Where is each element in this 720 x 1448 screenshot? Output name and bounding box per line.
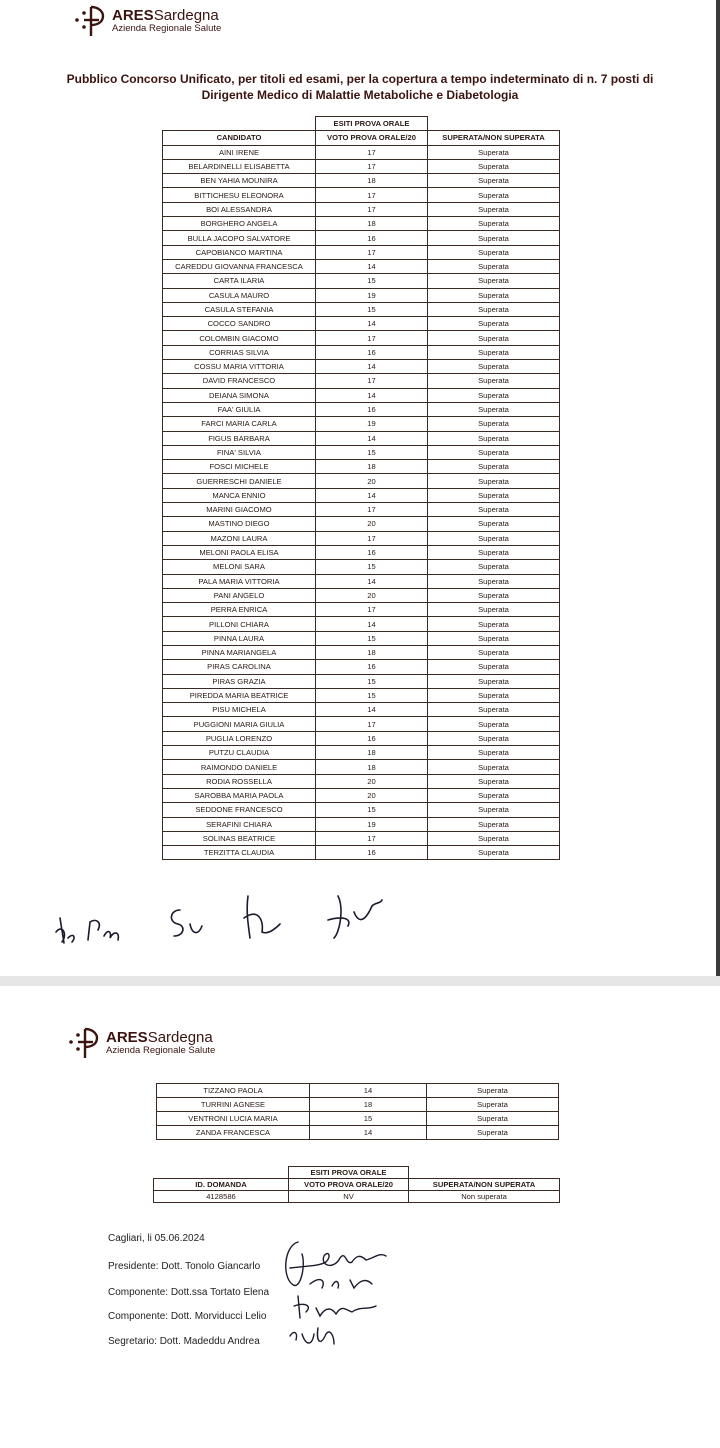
table-row xyxy=(163,302,560,316)
cell-result: Superata xyxy=(428,231,560,245)
table-row xyxy=(163,674,560,688)
cell-result: Superata xyxy=(428,302,560,316)
table-row xyxy=(163,288,560,302)
cell-score: 14 xyxy=(316,431,428,445)
cell-candidate: SERAFINI CHIARA xyxy=(163,817,316,831)
cell-result: Superata xyxy=(428,417,560,431)
cell-score: 17 xyxy=(316,188,428,202)
cell-result: Superata xyxy=(428,731,560,745)
cell-score: 16 xyxy=(316,660,428,674)
cell-score: 17 xyxy=(316,717,428,731)
ares-logo xyxy=(72,4,221,38)
cell-score: 19 xyxy=(316,817,428,831)
table-row xyxy=(157,1084,559,1098)
table-row xyxy=(163,603,560,617)
table-row xyxy=(163,660,560,674)
table-row xyxy=(163,588,560,602)
cell-score: 20 xyxy=(316,774,428,788)
cell-candidate: COCCO SANDRO xyxy=(163,317,316,331)
cell-score: 17 xyxy=(316,159,428,173)
title-line-2: Dirigente Medico di Malattie Metaboliche e Diabetologia xyxy=(201,88,519,102)
cell-result: Superata xyxy=(428,445,560,459)
results-table-continued xyxy=(156,1083,559,1140)
table-row xyxy=(157,1098,559,1112)
cell-result: Superata xyxy=(428,188,560,202)
cell-result: Superata xyxy=(428,503,560,517)
cell-result: Superata xyxy=(428,545,560,559)
cell-score: 15 xyxy=(316,445,428,459)
cell-candidate: BITTICHESU ELEONORA xyxy=(163,188,316,202)
cell-result: Superata xyxy=(428,588,560,602)
cell-result: Superata xyxy=(428,617,560,631)
cell-score: 14 xyxy=(316,360,428,374)
cell-score: 14 xyxy=(316,259,428,273)
cell-score: 16 xyxy=(316,231,428,245)
cell-candidate: PISU MICHELA xyxy=(163,703,316,717)
cell-id: 4128586 xyxy=(154,1191,289,1203)
commission-member-president: Presidente: Dott. Tonolo Giancarlo xyxy=(108,1261,261,1272)
cell-candidate: PALA MARIA VITTORIA xyxy=(163,574,316,588)
cell-result: Superata xyxy=(428,774,560,788)
cell-candidate: COSSU MARIA VITTORIA xyxy=(163,360,316,374)
cell-score: 17 xyxy=(316,202,428,216)
table-row xyxy=(163,531,560,545)
table-row xyxy=(163,574,560,588)
handwritten-signatures xyxy=(52,888,397,958)
cell-candidate: PINNA MARIANGELA xyxy=(163,645,316,659)
cell-score: 18 xyxy=(316,645,428,659)
cell-result: Superata xyxy=(428,631,560,645)
page-separator xyxy=(0,976,720,986)
cell-candidate: FIGUS BARBARA xyxy=(163,431,316,445)
cell-result: Superata xyxy=(428,217,560,231)
table-row xyxy=(163,746,560,760)
cell-result: Superata xyxy=(428,360,560,374)
header-blank xyxy=(163,117,316,131)
cell-result: Superata xyxy=(428,474,560,488)
table-row xyxy=(163,445,560,459)
table-row xyxy=(163,431,560,445)
cell-result: Superata xyxy=(428,803,560,817)
cell-candidate: PIREDDA MARIA BEATRICE xyxy=(163,688,316,702)
cell-score: 20 xyxy=(316,788,428,802)
cell-score: NV xyxy=(289,1191,409,1203)
cell-result: Superata xyxy=(428,488,560,502)
cell-score: 15 xyxy=(316,302,428,316)
cell-score: 14 xyxy=(316,574,428,588)
table-row xyxy=(163,760,560,774)
cell-score: 14 xyxy=(316,617,428,631)
table-row xyxy=(163,188,560,202)
cell-candidate: SOLINAS BEATRICE xyxy=(163,831,316,845)
cell-result: Superata xyxy=(428,517,560,531)
header-id: ID. DOMANDA xyxy=(154,1179,289,1191)
id-results-table xyxy=(153,1166,560,1203)
cell-candidate: MELONI PAOLA ELISA xyxy=(163,545,316,559)
cell-result: Superata xyxy=(428,560,560,574)
cell-candidate: PILLONI CHIARA xyxy=(163,617,316,631)
cell-score: 14 xyxy=(316,488,428,502)
cell-result: Superata xyxy=(428,717,560,731)
cell-candidate: TERZITTA CLAUDIA xyxy=(163,846,316,860)
cell-result: Superata xyxy=(428,274,560,288)
table-row xyxy=(163,345,560,359)
cell-candidate: CARTA ILARIA xyxy=(163,274,316,288)
table-row xyxy=(163,202,560,216)
table-row xyxy=(163,145,560,159)
table-row xyxy=(163,788,560,802)
cell-candidate: FOSCI MICHELE xyxy=(163,460,316,474)
cell-score: 15 xyxy=(316,631,428,645)
table-row xyxy=(163,231,560,245)
cell-result: Superata xyxy=(428,831,560,845)
cell-score: 20 xyxy=(316,517,428,531)
cell-candidate: DEIANA SIMONA xyxy=(163,388,316,402)
cell-result: Superata xyxy=(428,817,560,831)
cell-result: Superata xyxy=(428,331,560,345)
cell-score: 20 xyxy=(316,474,428,488)
cell-result: Superata xyxy=(428,288,560,302)
header-result: SUPERATA/NON SUPERATA xyxy=(428,131,560,145)
table-row xyxy=(154,1191,560,1203)
logo-name: ARESSardegna xyxy=(112,7,219,25)
title-line-1: Pubblico Concorso Unificato, per titoli ed esami, per la copertura a tempo indeterminato di n. 7 posti di xyxy=(66,72,654,86)
table-row xyxy=(163,545,560,559)
cell-result: Superata xyxy=(428,674,560,688)
table-row xyxy=(163,803,560,817)
cell-candidate: GUERRESCHI DANIELE xyxy=(163,474,316,488)
cell-score: 19 xyxy=(316,417,428,431)
cell-result: Superata xyxy=(428,760,560,774)
cell-result: Superata xyxy=(428,645,560,659)
table-row xyxy=(163,245,560,259)
header-score: VOTO PROVA ORALE/20 xyxy=(316,131,428,145)
cell-candidate: CAPOBIANCO MARTINA xyxy=(163,245,316,259)
cell-result: Superata xyxy=(428,846,560,860)
cell-result: Superata xyxy=(428,574,560,588)
table-row xyxy=(163,703,560,717)
table-row xyxy=(163,731,560,745)
table-row xyxy=(163,417,560,431)
cell-result: Superata xyxy=(428,460,560,474)
cell-result: Superata xyxy=(427,1126,559,1140)
cell-score: 18 xyxy=(316,174,428,188)
cell-candidate: PUGLIA LORENZO xyxy=(163,731,316,745)
cell-candidate: BORGHERO ANGELA xyxy=(163,217,316,231)
cell-score: 20 xyxy=(316,588,428,602)
cell-score: 17 xyxy=(316,374,428,388)
cell-result: Superata xyxy=(428,202,560,216)
cell-score: 18 xyxy=(316,746,428,760)
cell-candidate: BEN YAHIA MOUNIRA xyxy=(163,174,316,188)
logo-subtitle: Azienda Regionale Salute xyxy=(112,22,222,34)
cell-result: Superata xyxy=(428,245,560,259)
table-row xyxy=(163,488,560,502)
cell-score: 17 xyxy=(316,245,428,259)
cell-result: Superata xyxy=(427,1084,559,1098)
cell-score: 15 xyxy=(316,674,428,688)
header-blank xyxy=(409,1167,560,1179)
ares-logo-icon xyxy=(72,4,106,38)
cell-candidate: BOI ALESSANDRA xyxy=(163,202,316,216)
cell-candidate: MASTINO DIEGO xyxy=(163,517,316,531)
cell-candidate: RODIA ROSSELLA xyxy=(163,774,316,788)
cell-score: 16 xyxy=(316,545,428,559)
table-row xyxy=(163,317,560,331)
table-row xyxy=(163,274,560,288)
cell-result: Superata xyxy=(428,374,560,388)
cell-result: Superata xyxy=(427,1112,559,1126)
cell-candidate: SAROBBA MARIA PAOLA xyxy=(163,788,316,802)
header-blank xyxy=(428,117,560,131)
cell-result: Superata xyxy=(428,259,560,273)
cell-score: 18 xyxy=(310,1098,427,1112)
cell-candidate: PANI ANGELO xyxy=(163,588,316,602)
cell-candidate: DAVID FRANCESCO xyxy=(163,374,316,388)
commission-member-2: Componente: Dott. Morviducci Lelio xyxy=(108,1311,267,1322)
cell-candidate: PERRA ENRICA xyxy=(163,603,316,617)
cell-score: 14 xyxy=(310,1084,427,1098)
table-row xyxy=(163,374,560,388)
header-result: SUPERATA/NON SUPERATA xyxy=(409,1179,560,1191)
cell-score: 15 xyxy=(316,803,428,817)
cell-result: Superata xyxy=(428,660,560,674)
place-date: Cagliari, li 05.06.2024 xyxy=(108,1233,205,1244)
cell-result: Superata xyxy=(428,531,560,545)
cell-result: Superata xyxy=(427,1098,559,1112)
cell-score: 17 xyxy=(316,831,428,845)
table-row xyxy=(163,174,560,188)
cell-result: Superata xyxy=(428,388,560,402)
table-row xyxy=(163,560,560,574)
cell-score: 16 xyxy=(316,345,428,359)
cell-candidate: FINA' SILVIA xyxy=(163,445,316,459)
cell-candidate: BULLA JACOPO SALVATORE xyxy=(163,231,316,245)
cell-candidate: SEDDONE FRANCESCO xyxy=(163,803,316,817)
cell-score: 17 xyxy=(316,531,428,545)
cell-result: Superata xyxy=(428,159,560,173)
commission-secretary: Segretario: Dott. Madeddu Andrea xyxy=(108,1336,260,1347)
cell-result: Superata xyxy=(428,703,560,717)
header-blank xyxy=(154,1167,289,1179)
table-row xyxy=(163,517,560,531)
cell-candidate: RAIMONDO DANIELE xyxy=(163,760,316,774)
table-row xyxy=(163,831,560,845)
table-row xyxy=(163,331,560,345)
cell-candidate: MANCA ENNIO xyxy=(163,488,316,502)
cell-score: 16 xyxy=(316,846,428,860)
table-row xyxy=(163,617,560,631)
table-row xyxy=(157,1126,559,1140)
cell-candidate: FARCI MARIA CARLA xyxy=(163,417,316,431)
cell-score: 14 xyxy=(316,703,428,717)
header-candidate: CANDIDATO xyxy=(163,131,316,145)
cell-result: Superata xyxy=(428,788,560,802)
cell-score: 17 xyxy=(316,331,428,345)
table-row xyxy=(163,474,560,488)
table-row xyxy=(163,645,560,659)
cell-candidate: PIRAS CAROLINA xyxy=(163,660,316,674)
cell-score: 15 xyxy=(316,274,428,288)
cell-result: Superata xyxy=(428,603,560,617)
cell-candidate: ZANDA FRANCESCA xyxy=(157,1126,310,1140)
cell-score: 16 xyxy=(316,731,428,745)
cell-result: Superata xyxy=(428,431,560,445)
document-title xyxy=(40,71,680,103)
header-score: VOTO PROVA ORALE/20 xyxy=(289,1179,409,1191)
cell-score: 15 xyxy=(316,688,428,702)
table-row xyxy=(163,360,560,374)
header-group: ESITI PROVA ORALE xyxy=(316,117,428,131)
cell-result: Superata xyxy=(428,145,560,159)
table-row xyxy=(163,259,560,273)
table-row xyxy=(163,846,560,860)
cell-score: 15 xyxy=(316,560,428,574)
cell-result: Superata xyxy=(428,402,560,416)
cell-candidate: CORRIAS SILVIA xyxy=(163,345,316,359)
logo-subtitle: Azienda Regionale Salute xyxy=(106,1044,216,1056)
cell-candidate: BELARDINELLI ELISABETTA xyxy=(163,159,316,173)
cell-candidate: TURRINI AGNESE xyxy=(157,1098,310,1112)
cell-candidate: COLOMBIN GIACOMO xyxy=(163,331,316,345)
header-group: ESITI PROVA ORALE xyxy=(289,1167,409,1179)
table-row xyxy=(163,774,560,788)
cell-score: 17 xyxy=(316,603,428,617)
cell-candidate: PIRAS GRAZIA xyxy=(163,674,316,688)
ares-logo xyxy=(66,1026,215,1060)
cell-result: Superata xyxy=(428,174,560,188)
table-row xyxy=(163,717,560,731)
cell-result: Non superata xyxy=(409,1191,560,1203)
table-row xyxy=(163,503,560,517)
cell-result: Superata xyxy=(428,317,560,331)
table-row xyxy=(163,402,560,416)
cell-result: Superata xyxy=(428,345,560,359)
table-row xyxy=(163,631,560,645)
results-table xyxy=(162,116,560,860)
cell-result: Superata xyxy=(428,688,560,702)
commission-member-1: Componente: Dott.ssa Tortato Elena xyxy=(108,1287,270,1298)
cell-candidate: VENTRONI LUCIA MARIA xyxy=(157,1112,310,1126)
cell-candidate: PINNA LAURA xyxy=(163,631,316,645)
cell-score: 14 xyxy=(310,1126,427,1140)
cell-candidate: MARINI GIACOMO xyxy=(163,503,316,517)
table-row xyxy=(163,817,560,831)
cell-candidate: AINI IRENE xyxy=(163,145,316,159)
page-edge xyxy=(716,0,720,976)
cell-candidate: CAREDDU GIOVANNA FRANCESCA xyxy=(163,259,316,273)
table-row xyxy=(163,217,560,231)
cell-candidate: PUGGIONI MARIA GIULIA xyxy=(163,717,316,731)
cell-score: 19 xyxy=(316,288,428,302)
cell-candidate: MAZONI LAURA xyxy=(163,531,316,545)
cell-candidate: CASULA MAURO xyxy=(163,288,316,302)
commission-signatures xyxy=(276,1236,406,1366)
cell-score: 18 xyxy=(316,217,428,231)
cell-score: 17 xyxy=(316,145,428,159)
cell-candidate: TIZZANO PAOLA xyxy=(157,1084,310,1098)
ares-logo-icon xyxy=(66,1026,100,1060)
cell-score: 15 xyxy=(310,1112,427,1126)
cell-candidate: MELONI SARA xyxy=(163,560,316,574)
document-page-2 xyxy=(0,986,720,1448)
table-row xyxy=(163,688,560,702)
cell-result: Superata xyxy=(428,746,560,760)
cell-candidate: CASULA STEFANIA xyxy=(163,302,316,316)
table-row xyxy=(157,1112,559,1126)
cell-score: 16 xyxy=(316,402,428,416)
cell-score: 17 xyxy=(316,503,428,517)
logo-name: ARESSardegna xyxy=(106,1029,213,1047)
table-row xyxy=(163,388,560,402)
cell-score: 18 xyxy=(316,760,428,774)
table-row xyxy=(163,159,560,173)
cell-candidate: FAA' GIULIA xyxy=(163,402,316,416)
cell-score: 14 xyxy=(316,388,428,402)
table-row xyxy=(163,460,560,474)
cell-score: 18 xyxy=(316,460,428,474)
cell-candidate: PUTZU CLAUDIA xyxy=(163,746,316,760)
cell-score: 14 xyxy=(316,317,428,331)
